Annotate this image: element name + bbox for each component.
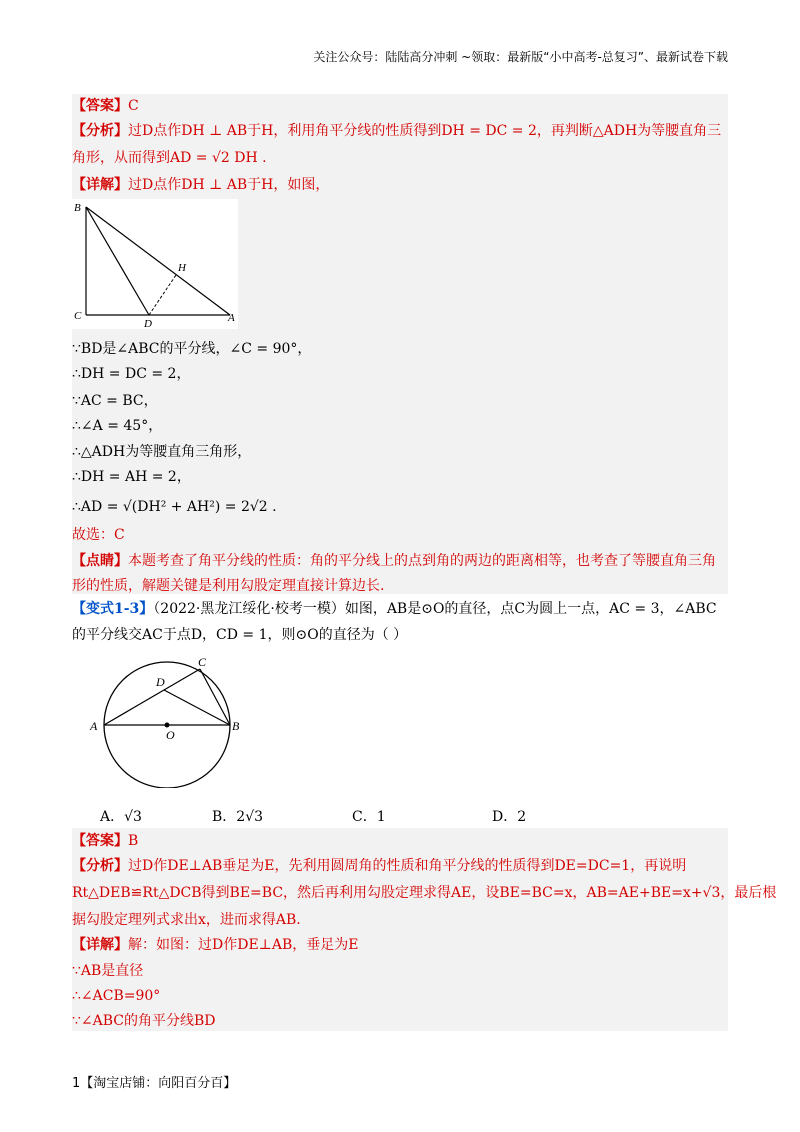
triangle-figure xyxy=(72,199,238,329)
page-header: 关注公众号：陆陆高分冲刺 ~领取：最新版“小中高考-总复习”、最新试卷下载 xyxy=(313,50,728,64)
vertex-label-d: D xyxy=(144,318,152,329)
step-3: ∵AC = BC， xyxy=(72,393,158,409)
option-a: A．√3 xyxy=(100,809,142,825)
step-5: ∴△ADH为等腰直角三角形， xyxy=(72,444,252,460)
comment-line-2: 形的性质，解题关键是利用勾股定理直接计算边长. xyxy=(72,578,385,594)
analysis-line-2: 角形，从而得到AD = √2 DH . xyxy=(72,150,267,166)
detail2-line: 【详解】解：如图：过D作DE⊥AB，垂足为E xyxy=(72,937,359,953)
page-footer: 1【淘宝店铺：向阳百分百】 xyxy=(72,1076,237,1091)
answer-line: 【答案】C xyxy=(72,98,139,114)
step-7: ∴AD = √(DH² + AH²) = 2√2 . xyxy=(72,499,277,515)
answer-line-2: 【答案】B xyxy=(72,833,139,849)
step2-3: ∵∠ABC的角平分线BD xyxy=(72,1013,216,1029)
option-d: D．2 xyxy=(492,809,527,825)
option-b: B．2√3 xyxy=(212,809,264,825)
analysis2-line-2: Rt△DEB≌Rt△DCB得到BE=BC，然后再利用勾股定理求得AE，设BE=BC=x，AB=AE+BE=x+√3，最后根 xyxy=(72,885,777,901)
question-line-2: 的平分线交AC于点D，CD = 1，则⊙O的直径为（ ） xyxy=(72,627,408,643)
question-line-1: 【变式1-3】（2022·黑龙江绥化·校考一模）如图，AB是⊙O的直径，点C为圆上一点，AC = 3，∠ABC xyxy=(72,601,717,617)
comment-line-1: 【点睛】本题考查了角平分线的性质：角的平分线上的点到角的两边的距离相等，也考查了等腰直角三角 xyxy=(72,553,716,569)
vertex-label-a: A xyxy=(228,312,235,324)
vertex-label-c: C xyxy=(74,310,82,322)
step-2: ∴DH = DC = 2， xyxy=(72,366,191,382)
point-label-c: C xyxy=(198,655,207,669)
step-1: ∵BD是∠ABC的平分线，∠C = 90°， xyxy=(72,341,312,357)
point-label-d: D xyxy=(156,675,165,689)
analysis-line-1: 【分析】过D点作DH ⊥ AB于H，利用角平分线的性质得到DH = DC = 2，再判断△ADH为等腰直角三 xyxy=(72,123,722,139)
option-c: C．1 xyxy=(352,809,386,825)
point-label-b: B xyxy=(232,719,240,733)
step-4: ∴∠A = 45°， xyxy=(72,418,163,434)
step2-1: ∵AB是直径 xyxy=(72,963,144,979)
vertex-label-b: B xyxy=(74,202,81,214)
step2-2: ∴∠ACB=90° xyxy=(72,988,161,1004)
step-6: ∴DH = AH = 2， xyxy=(72,469,191,485)
point-label-a: A xyxy=(90,719,98,733)
choice-line: 故选：C xyxy=(72,527,125,543)
vertex-label-h: H xyxy=(178,262,186,274)
circle-figure xyxy=(84,654,244,788)
analysis2-line-3: 据勾股定理列式求出x，进而求得AB. xyxy=(72,912,301,928)
analysis2-line-1: 【分析】过D作DE⊥AB垂足为E，先利用圆周角的性质和角平分线的性质得到DE=DC=1，再说明 xyxy=(72,858,687,874)
detail-line: 【详解】过D点作DH ⊥ AB于H，如图， xyxy=(72,177,330,193)
point-label-o: O xyxy=(166,728,175,742)
